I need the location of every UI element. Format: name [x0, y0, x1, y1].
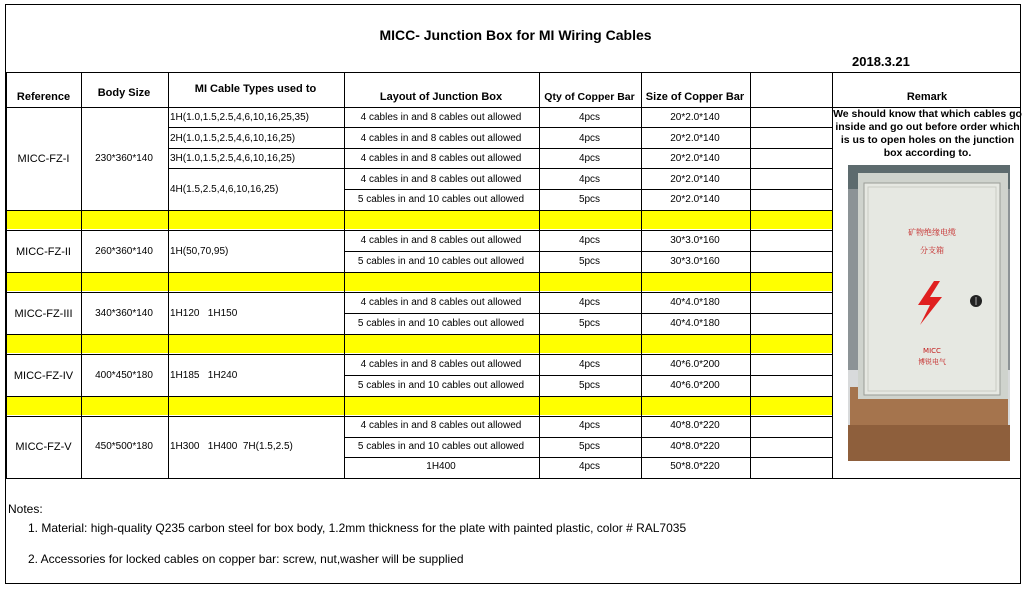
grid-hline [6, 334, 832, 335]
grid-hline [6, 292, 832, 293]
header-size: Size of Copper Bar [645, 91, 745, 103]
table-cell-size: 20*2.0*140 [670, 194, 720, 205]
table-cell-body-size: 450*500*180 [95, 441, 153, 452]
table-cell-qty: 4pcs [578, 461, 601, 472]
table-cell-layout: 4 cables in and 8 cables out allowed [360, 235, 522, 246]
separator-row [6, 272, 832, 291]
table-cell-size: 40*6.0*200 [670, 359, 720, 370]
grid-hline [168, 168, 832, 169]
table-cell-size: 20*2.0*140 [670, 153, 720, 164]
table-cell-body-size: 260*360*140 [95, 246, 153, 257]
header-qty: Qty of Copper Bar [544, 91, 635, 103]
separator-row [6, 210, 832, 229]
table-cell-cables: 1H185 1H240 [170, 370, 238, 381]
header-cable-types: MI Cable Types used to [194, 83, 317, 95]
table-cell-layout: 4 cables in and 8 cables out allowed [360, 112, 522, 123]
grid-hline [6, 210, 832, 211]
grid-hline [6, 272, 832, 273]
table-cell-body-size: 230*360*140 [95, 153, 153, 164]
page-title: MICC- Junction Box for MI Wiring Cables [379, 27, 652, 43]
grid-vline [6, 72, 7, 478]
table-cell-qty: 5pcs [578, 441, 601, 452]
table-cell-cables: 2H(1.0,1.5,2.5,4,6,10,16,25) [170, 133, 296, 144]
table-cell-layout: 4 cables in and 8 cables out allowed [360, 359, 522, 370]
grid-hline [6, 230, 832, 231]
grid-hline [6, 107, 832, 108]
table-cell-body-size: 400*450*180 [95, 370, 153, 381]
table-cell-size: 30*3.0*160 [670, 235, 720, 246]
table-cell-reference: MICC-FZ-V [15, 441, 72, 453]
table-cell-size: 40*4.0*180 [670, 297, 720, 308]
table-cell-cables: 3H(1.0,1.5,2.5,4,6,10,16,25) [170, 153, 296, 164]
table-cell-layout: 5 cables in and 10 cables out allowed [357, 318, 525, 329]
grid-hline [344, 189, 832, 190]
table-cell-layout: 4 cables in and 8 cables out allowed [360, 420, 522, 431]
table-cell-qty: 4pcs [578, 174, 601, 185]
table-cell-qty: 5pcs [578, 256, 601, 267]
table-cell-size: 20*2.0*140 [670, 133, 720, 144]
table-cell-cables: 4H(1.5,2.5,4,6,10,16,25) [170, 184, 279, 195]
table-cell-layout: 4 cables in and 8 cables out allowed [360, 297, 522, 308]
note-item: 1. Material: high-quality Q235 carbon steel for box body, 1.2mm thickness for the plate with painted plastic, color # RAL7035 [28, 521, 687, 535]
grid-vline [750, 72, 751, 478]
table-cell-reference: MICC-FZ-III [14, 308, 73, 320]
grid-hline [344, 437, 832, 438]
table-cell-cables: 1H(50,70,95) [170, 246, 229, 257]
table-cell-qty: 4pcs [578, 359, 601, 370]
table-cell-layout: 5 cables in and 10 cables out allowed [357, 441, 525, 452]
table-cell-layout: 4 cables in and 8 cables out allowed [360, 133, 522, 144]
header-reference: Reference [16, 91, 71, 103]
box-label-line1: 矿物绝缘电缆 [908, 228, 956, 237]
table-cell-qty: 5pcs [578, 318, 601, 329]
table-cell-reference: MICC-FZ-II [16, 246, 71, 258]
grid-hline [6, 354, 832, 355]
notes-heading: Notes: [8, 502, 43, 516]
notes-section [8, 500, 686, 569]
table-cell-layout: 4 cables in and 8 cables out allowed [360, 174, 522, 185]
grid-hline [344, 313, 832, 314]
table-cell-cables: 1H(1.0,1.5,2.5,4,6,10,16,25,35) [170, 112, 309, 123]
grid-hline [344, 457, 832, 458]
table-cell-size: 40*8.0*220 [670, 420, 720, 431]
grid-vline [168, 72, 169, 478]
grid-vline [81, 72, 82, 478]
remark-text: We should know that which cables go inside and go out before order which is us to open holes on the junction box according to. [833, 108, 1022, 159]
table-cell-qty: 4pcs [578, 133, 601, 144]
grid-hline [168, 127, 832, 128]
header-divider [5, 72, 1021, 73]
table-cell-size: 50*8.0*220 [670, 461, 720, 472]
table-cell-size: 40*6.0*200 [670, 380, 720, 391]
table-cell-size: 30*3.0*160 [670, 256, 720, 267]
grid-hline [344, 375, 832, 376]
table-cell-qty: 4pcs [578, 235, 601, 246]
header-layout: Layout of Junction Box [379, 91, 503, 103]
table-cell-reference: MICC-FZ-I [17, 153, 70, 165]
table-cell-layout: 5 cables in and 10 cables out allowed [357, 256, 525, 267]
separator-row [6, 396, 832, 415]
table-cell-qty: 4pcs [578, 297, 601, 308]
table-cell-body-size: 340*360*140 [95, 308, 153, 319]
table-cell-cables: 1H120 1H150 [170, 308, 238, 319]
junction-box-photo [848, 165, 1010, 461]
grid-hline [6, 478, 1021, 479]
table-cell-qty: 5pcs [578, 194, 601, 205]
table-cell-qty: 4pcs [578, 112, 601, 123]
table-cell-qty: 5pcs [578, 380, 601, 391]
box-maker: 博锐电气 [918, 358, 946, 366]
table-cell-layout: 4 cables in and 8 cables out allowed [360, 153, 522, 164]
grid-hline [344, 251, 832, 252]
grid-hline [6, 416, 832, 417]
grid-hline [6, 396, 832, 397]
header-body-size: Body Size [97, 87, 151, 99]
table-cell-cables: 1H300 1H400 7H(1.5,2.5) [170, 441, 293, 452]
table-cell-reference: MICC-FZ-IV [13, 370, 74, 382]
table-cell-qty: 4pcs [578, 420, 601, 431]
table-cell-layout: 5 cables in and 10 cables out allowed [357, 380, 525, 391]
table-cell-layout: 1H400 [426, 461, 456, 472]
box-label-line2: 分支箱 [920, 246, 944, 255]
table-cell-size: 40*4.0*180 [670, 318, 720, 329]
note-item: 2. Accessories for locked cables on copper bar: screw, nut,washer will be supplied [28, 552, 464, 566]
grid-hline [168, 148, 832, 149]
junction-box-illustration [848, 165, 1010, 461]
header-remark: Remark [906, 91, 948, 103]
table-cell-size: 20*2.0*140 [670, 174, 720, 185]
table-cell-qty: 4pcs [578, 153, 601, 164]
separator-row [6, 334, 832, 353]
table-cell-layout: 5 cables in and 10 cables out allowed [357, 194, 525, 205]
document-date: 2018.3.21 [852, 54, 910, 69]
table-cell-size: 40*8.0*220 [670, 441, 720, 452]
table-cell-size: 20*2.0*140 [670, 112, 720, 123]
box-brand: MICC [923, 347, 941, 355]
